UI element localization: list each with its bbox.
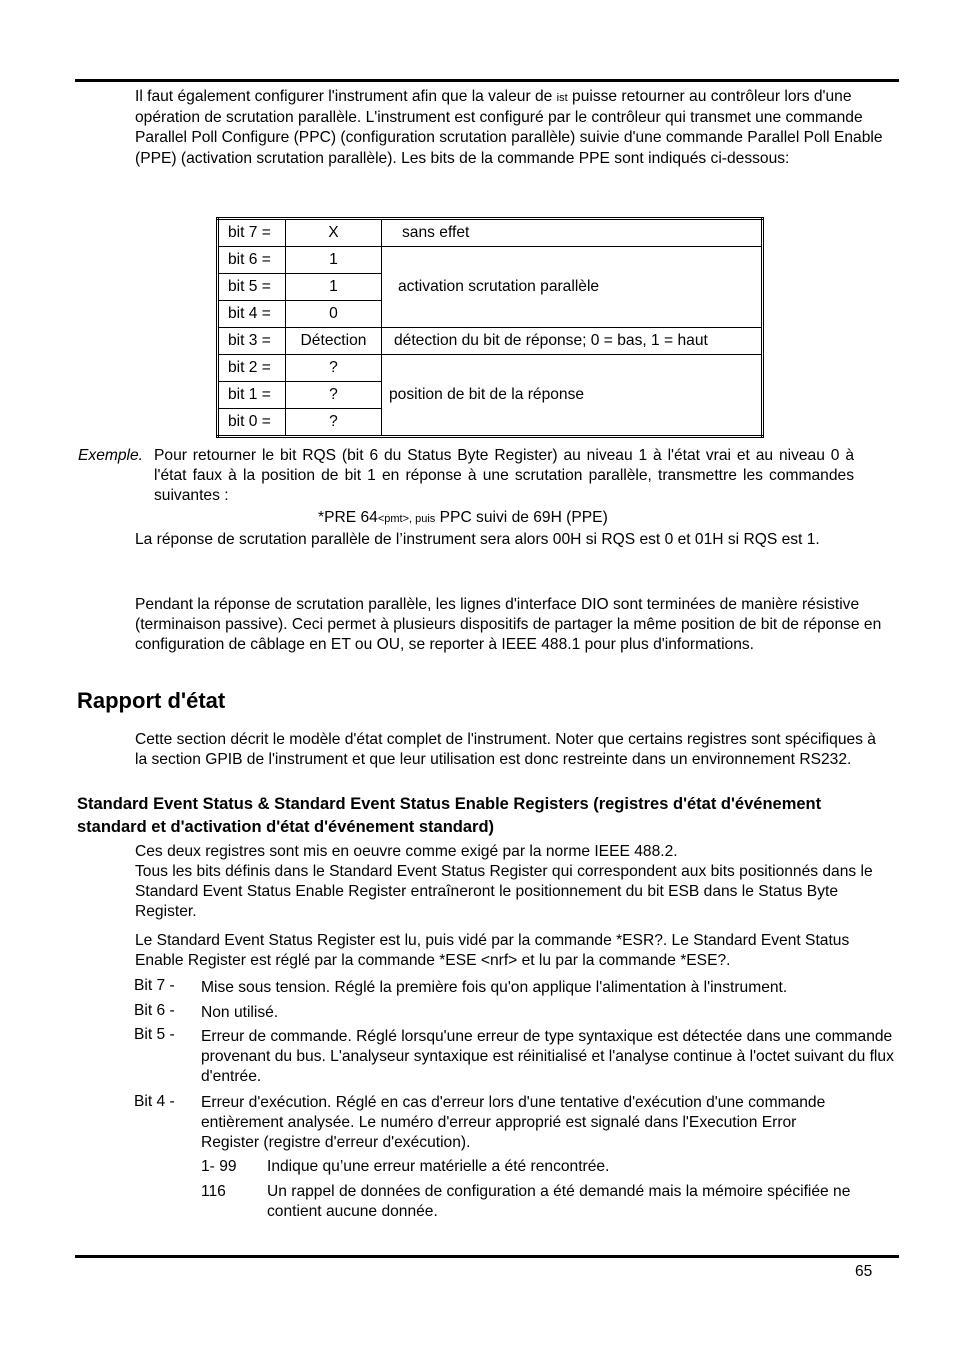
error-code: 116 bbox=[201, 1183, 226, 1200]
value-cell: ? bbox=[286, 382, 382, 409]
ses-paragraph-1: Ces deux registres sont mis en oeuvre comme exigé par la norme IEEE 488.2. bbox=[135, 843, 678, 860]
example-rest: 0 à l'état faux à la position de bit 1 en réponse à une scrutation parallèle, transmettre les commandes suivantes : bbox=[154, 447, 854, 505]
bit-description: Erreur de commande. Réglé lorsqu'une erreur de type syntaxique est détectée dans une commande provenant du bus. L'analyseur syntaxique est réinitialisé et l'analyse continue à l'octet suivant du flux d'entrée. bbox=[201, 1028, 894, 1086]
value-cell: 0 bbox=[286, 301, 382, 328]
table-row bbox=[218, 219, 763, 247]
intro-paragraph bbox=[135, 87, 885, 169]
intro-text: Il faut également configurer l'instrument afin que la valeur de bbox=[135, 88, 553, 105]
value-cell: 1 bbox=[286, 274, 382, 301]
example-text bbox=[154, 446, 854, 507]
intro-text-rest: puisse retourner au contrôleur lors d'une opération de scrutation parallèle. L'instrument est configuré par le contrôleur qui transmet une commande Parallel Poll Configure (PPC) (configuration scrutation parallèle) suivie d'une commande Parallel Poll Enable (PPE) (activation scrutation parallèle). Les bits de la commande PPE sont indiqués ci-dessous: bbox=[135, 88, 883, 167]
response-paragraph: La réponse de scrutation parallèle de l’instrument sera alors 00H si RQS est 0 et 01H si RQS est 1. bbox=[135, 531, 820, 548]
bit-cell: bit 7 = bbox=[218, 219, 286, 247]
value-cell: Détection bbox=[286, 328, 382, 355]
desc-cell: détection du bit de réponse; 0 = bas, 1 = haut bbox=[382, 328, 763, 355]
page-number: 65 bbox=[855, 1263, 873, 1280]
section-heading: Rapport d'état bbox=[77, 688, 226, 713]
ppe-bits-table bbox=[216, 217, 764, 438]
bit-cell: bit 6 = bbox=[218, 247, 286, 274]
section-paragraph: Cette section décrit le modèle d'état complet de l'instrument. Noter que certains registres sont spécifiques à la section GPIB de l'instrument et que leur utilisation est donc restreinte dans un environnement RS232. bbox=[135, 731, 876, 769]
cmd-pre: *PRE 64 bbox=[318, 509, 378, 526]
bit-description: Non utilisé. bbox=[201, 1004, 279, 1021]
bit-cell: bit 5 = bbox=[218, 274, 286, 301]
bit-cell: bit 3 = bbox=[218, 328, 286, 355]
bit-description: Erreur d'exécution. Réglé en cas d'erreur lors d'une tentative d'exécution d'une commande entièrement analysée. Le numéro d'erreur approprié est signalé dans l'Execution Error Register (registre d'erreur d'exécution). bbox=[201, 1094, 826, 1152]
ses-paragraph-3: Le Standard Event Status Register est lu, puis vidé par la commande *ESR?. Le Standard Event Status Enable Register est réglé par la commande *ESE <nrf> et lu par la commande *ESE?. bbox=[135, 932, 850, 970]
table-row bbox=[218, 247, 763, 274]
desc-cell: activation scrutation parallèle bbox=[382, 247, 763, 328]
bit-cell: bit 4 = bbox=[218, 301, 286, 328]
bit-cell: bit 1 = bbox=[218, 382, 286, 409]
error-code: 1- 99 bbox=[201, 1158, 237, 1175]
bit-cell: bit 0 = bbox=[218, 409, 286, 437]
example-command bbox=[318, 508, 608, 529]
bit-label: Bit 4 - bbox=[134, 1093, 175, 1110]
subsection-heading: Standard Event Status & Standard Event Status Enable Registers (registres d'état d'événement standard et d'activation d'état d'événement standard) bbox=[77, 795, 822, 836]
bit-label: Bit 6 - bbox=[134, 1002, 175, 1019]
ist-term: ist bbox=[556, 92, 568, 104]
bit-label: Bit 5 - bbox=[134, 1026, 175, 1043]
cmd-ppc: PPC suivi de 69H (PPE) bbox=[439, 509, 608, 526]
value-cell: X bbox=[286, 219, 382, 247]
bit-description: Mise sous tension. Réglé la première fois qu'on applique l'alimentation à l'instrument. bbox=[201, 979, 788, 996]
example-label: Exemple. bbox=[78, 447, 144, 464]
error-description: Indique qu’une erreur matérielle a été rencontrée. bbox=[267, 1158, 610, 1175]
desc-cell: position de bit de la réponse bbox=[382, 355, 763, 437]
value-cell: ? bbox=[286, 355, 382, 382]
bit-label: Bit 7 - bbox=[134, 977, 175, 994]
bottom-rule bbox=[75, 1255, 899, 1258]
top-rule bbox=[75, 79, 899, 82]
value-cell: ? bbox=[286, 409, 382, 437]
desc-cell: sans effet bbox=[382, 219, 763, 247]
bit-cell: bit 2 = bbox=[218, 355, 286, 382]
ses-paragraph-2: Tous les bits définis dans le Standard Event Status Register qui correspondent aux bits positionnés dans le Standard Event Status Enable Register entraîneront le positionnement du bit ESB dans le Status Byte Register. bbox=[135, 863, 873, 921]
error-description: Un rappel de données de configuration a été demandé mais la mémoire spécifiée ne contient aucune donnée. bbox=[267, 1183, 851, 1221]
table-row bbox=[218, 328, 763, 355]
value-cell: 1 bbox=[286, 247, 382, 274]
table-row bbox=[218, 355, 763, 382]
example-line: Pour retourner le bit RQS (bit 6 du Status Byte Register) au niveau 1 à l'état vrai et au niveau bbox=[154, 447, 825, 464]
cmd-pmt: <pmt>, puis bbox=[377, 513, 436, 525]
dio-paragraph: Pendant la réponse de scrutation parallèle, les lignes d'interface DIO sont terminées de manière résistive (terminaison passive). Ceci permet à plusieurs dispositifs de partager la même position de bit de réponse en configuration de câblage en ET ou OU, se reporter à IEEE 488.1 pour plus d'informations. bbox=[135, 596, 882, 654]
